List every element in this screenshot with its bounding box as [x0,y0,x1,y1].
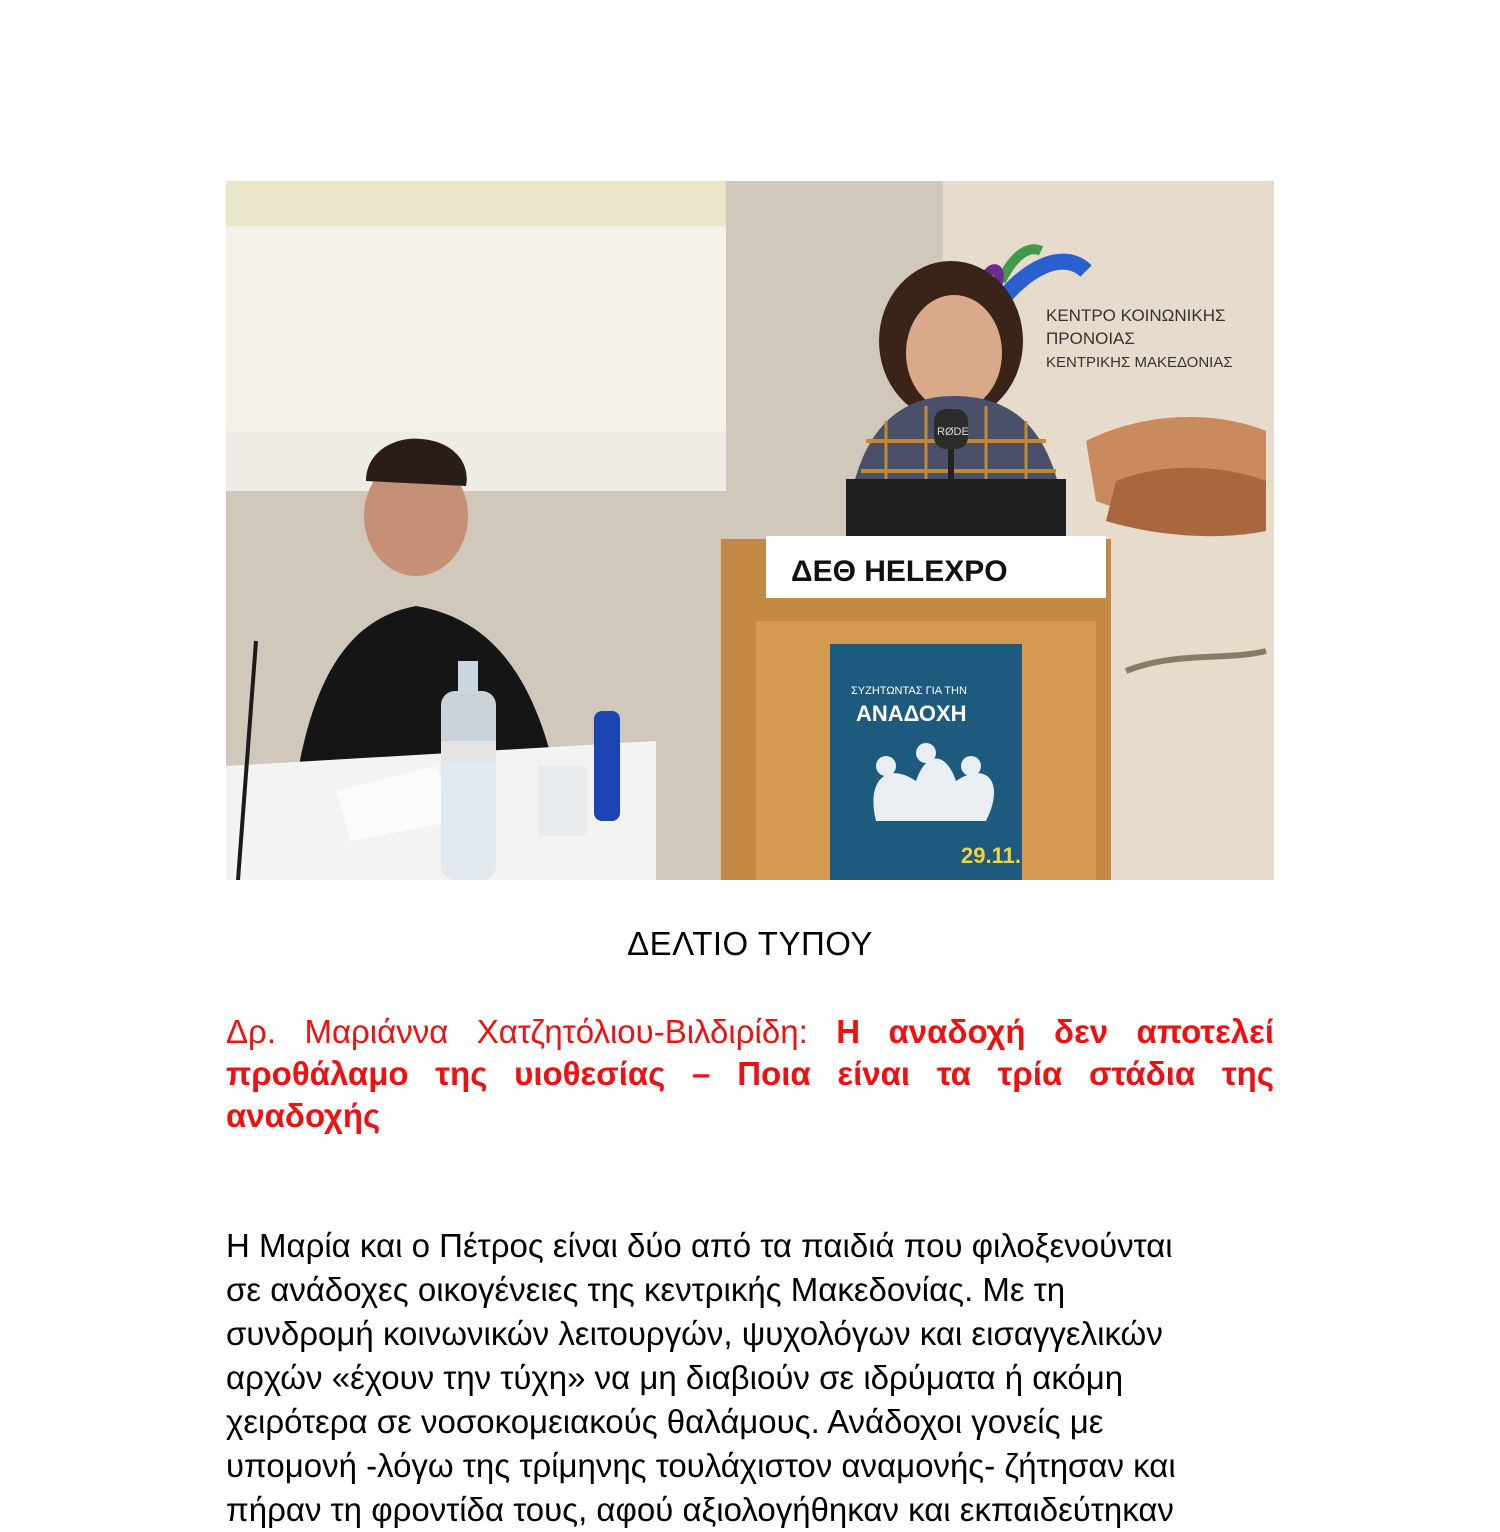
poster-subtitle: ΣΥΖΗΤΩΝΤΑΣ ΓΙΑ ΤΗΝ [851,685,967,697]
headline-author: Δρ. Μαριάννα Χατζητόλιου-Βιλδιρίδη: [226,1013,837,1050]
event-photo [226,181,1274,880]
poster-date: 29.11. [961,843,1021,868]
body-line: πήραν τη φροντίδα τους, αφού αξιολογήθηκαν και εκπαιδεύτηκαν [226,1491,1174,1528]
mic-brand: RØDE [937,426,969,438]
body-line: σε ανάδοχες οικογένειες της κεντρικής Μακεδονίας. Με τη [226,1271,1066,1308]
headline [226,1011,1274,1137]
water-bottle-large [441,691,496,880]
banner-line-1: ΚΕΝΤΡΟ ΚΟΙΝΩΝΙΚΗΣ [1046,306,1226,325]
headline-main: Η αναδοχή δεν αποτελεί προθάλαμο της υιοθεσίας – Ποια είναι τα τρία στάδια της αναδοχής [226,1013,1274,1134]
event-photo-illustration [226,181,1274,880]
body-line: Η Μαρία και ο Πέτρος είναι δύο από τα παιδιά που φιλοξενούνται [226,1227,1173,1264]
document-title: ΔΕΛΤΙΟ ΤΥΠΟΥ [627,925,873,962]
body-line: χειρότερα σε νοσοκομειακούς θαλάμους. Ανάδοχοι γονείς με [226,1403,1104,1440]
banner-line-2: ΠΡΟΝΟΙΑΣ [1046,329,1135,348]
speaker-face [906,295,1002,411]
water-glass [538,766,586,836]
body-line: υπομονή -λόγω της τρίμηνης τουλάχιστον αναμονής- ζήτησαν και [226,1447,1176,1484]
podium-logo: ΔΕΘ HELEXPO [791,555,1008,588]
body-line: συνδρομή κοινωνικών λειτουργών, ψυχολόγων και εισαγγελικών [226,1315,1163,1352]
banner-line-3: ΚΕΝΤΡΙΚΗΣ ΜΑΚΕΔΟΝΙΑΣ [1046,354,1233,371]
poster-title: ΑΝΑΔΟΧΗ [856,701,967,726]
water-bottle-blue [594,711,620,821]
podium-laptop [846,479,1066,539]
body-line: αρχών «έχουν την τύχη» να μη διαβιούν σε ιδρύματα ή ακόμη [226,1359,1124,1396]
body-paragraph [226,1224,1274,1532]
